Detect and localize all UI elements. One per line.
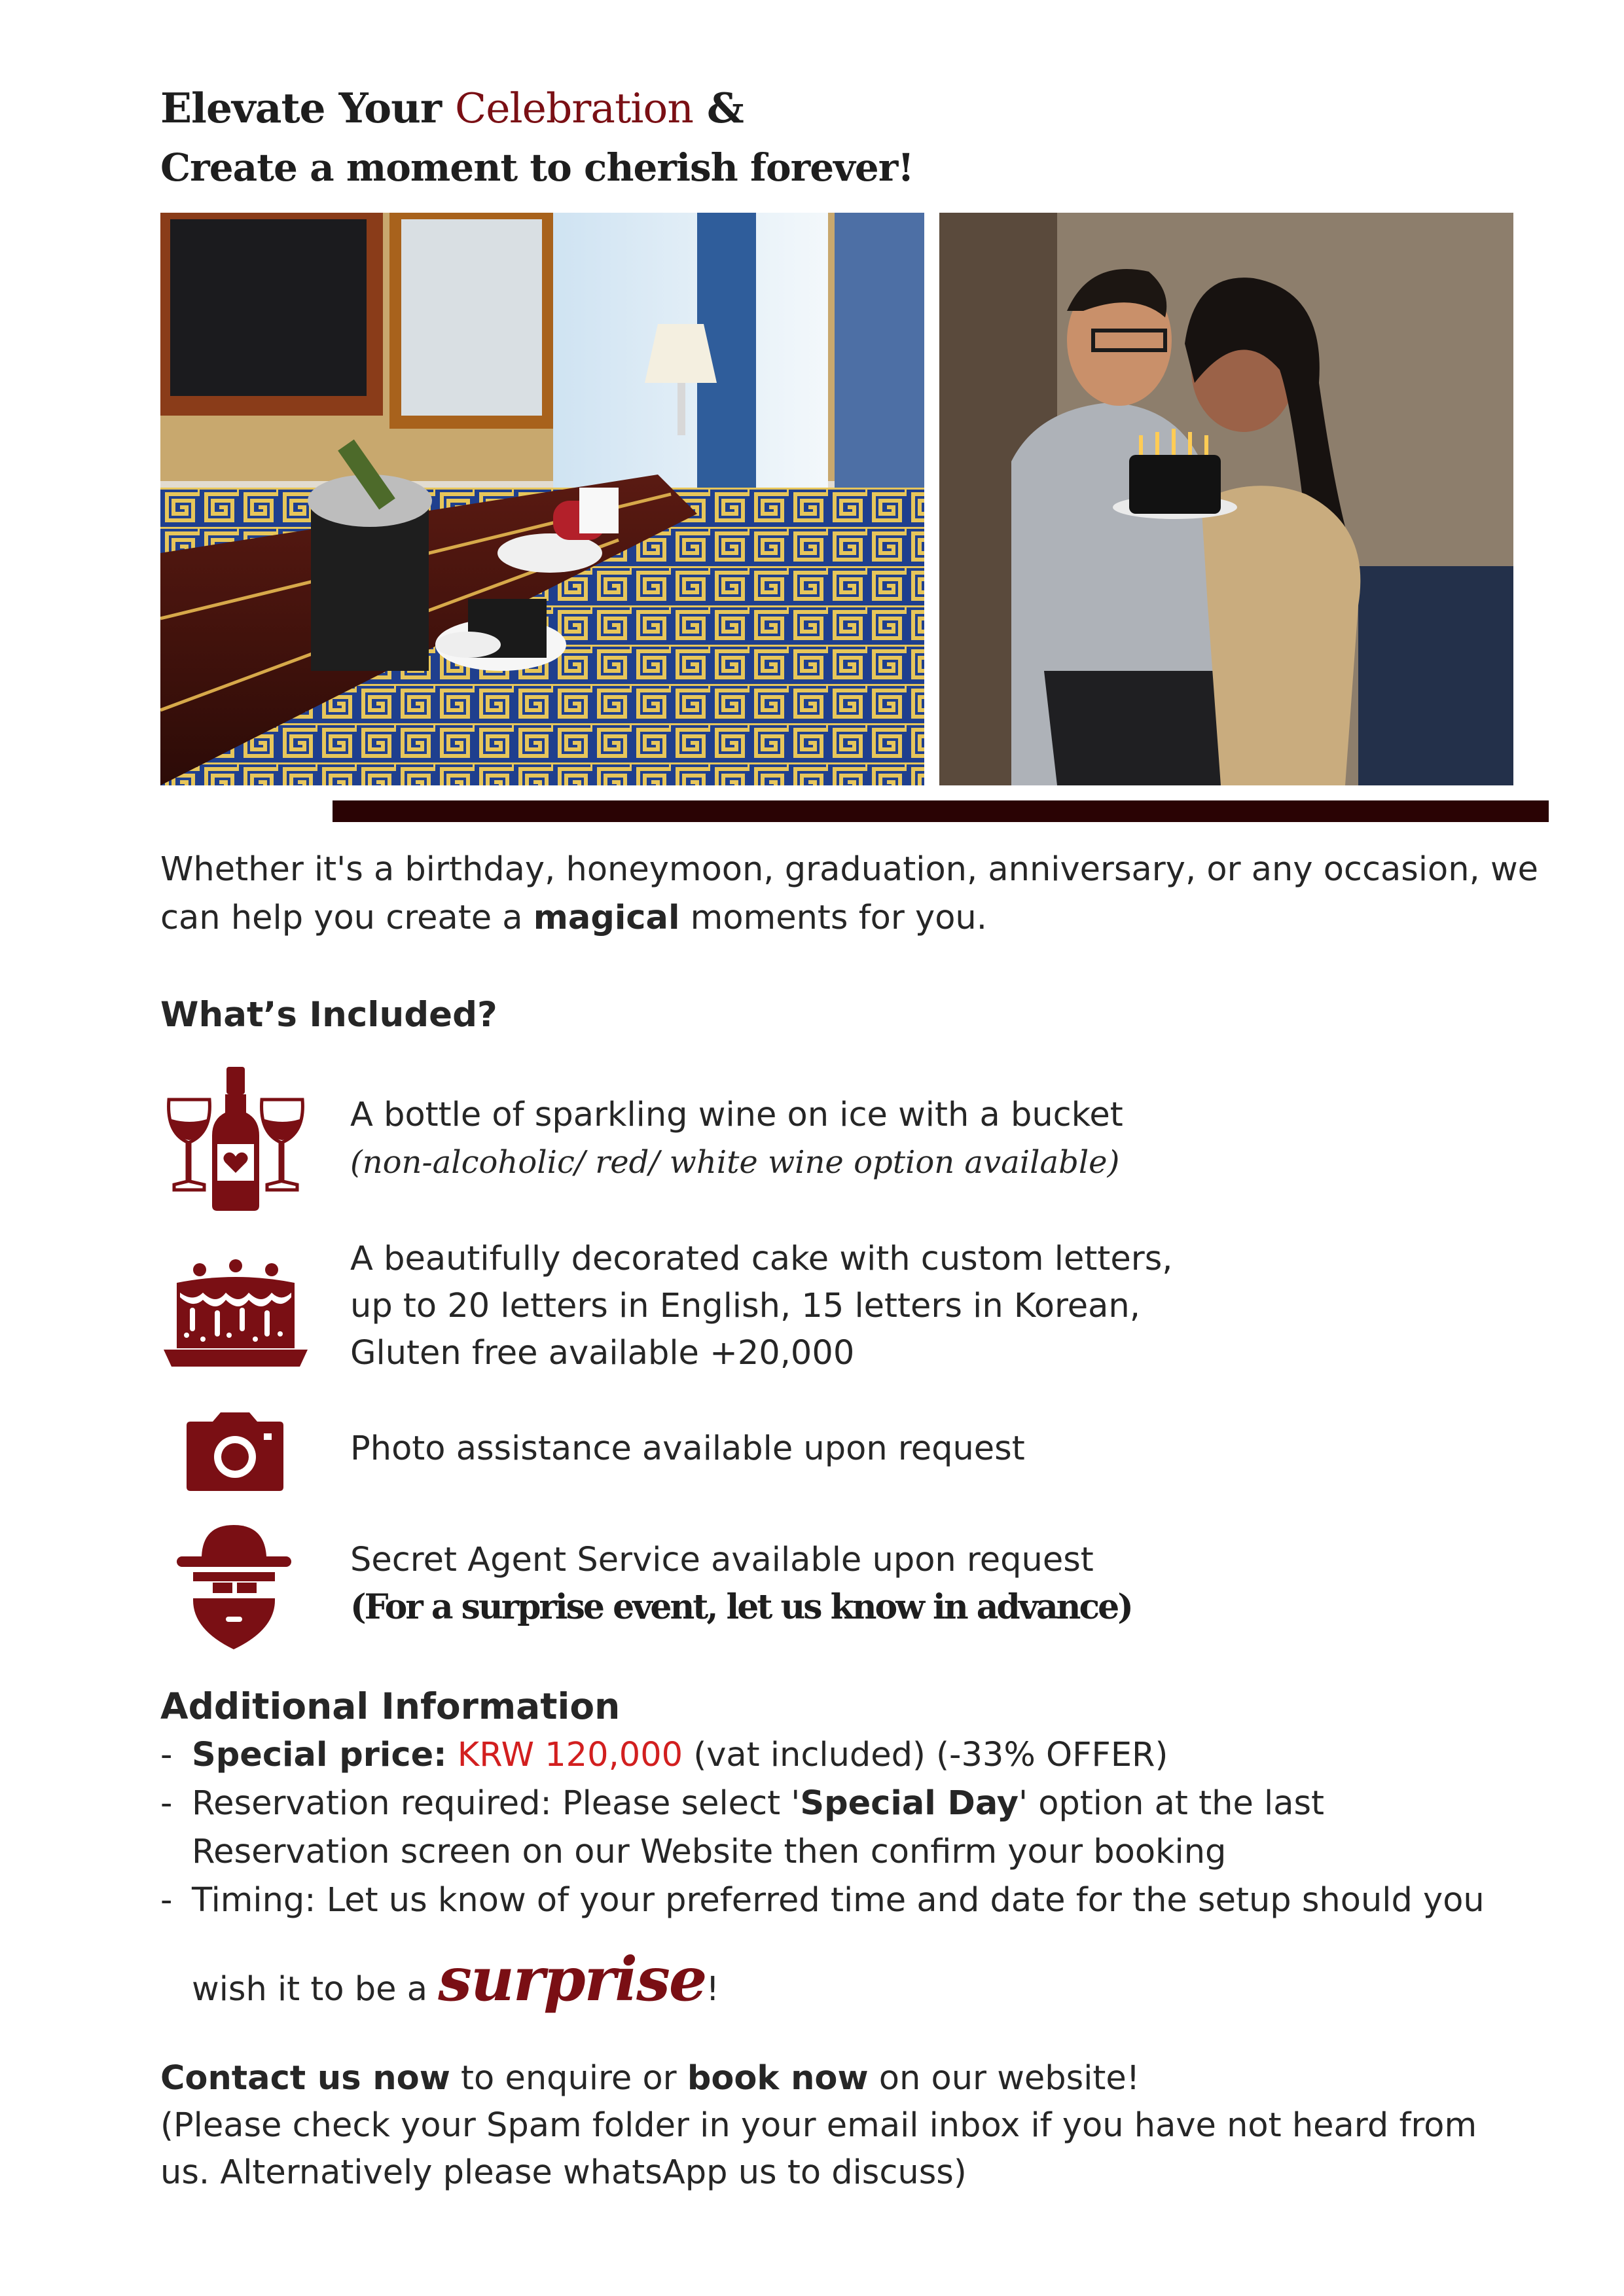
included-item-secret-agent: Secret Agent Service available upon request (For a surprise event, let us know in advance) bbox=[350, 1541, 1132, 1627]
included-item-cake: A beautifully decorated cake with custom letters, up to 20 letters in English, 15 letters in Korean, Gluten free available +20,000 bbox=[350, 1240, 1173, 1372]
price-bullet: - Special price: KRW 120,000 (vat included) (-33% OFFER) bbox=[160, 1736, 1168, 1774]
book-now-link[interactable]: book now bbox=[687, 2059, 869, 2098]
room-setup-photo bbox=[160, 213, 924, 785]
timing-bullet: - Timing: Let us know of your preferred time and date for the setup should you bbox=[160, 1881, 1485, 1920]
surprise-word: surprise bbox=[438, 1944, 706, 2015]
contact-us-link[interactable]: Contact us now bbox=[160, 2059, 450, 2098]
decorative-bar bbox=[333, 800, 1549, 822]
reservation-bullet: - Reservation required: Please select 'Special Day' option at the last Reservation screen on our Website then confirm your booking bbox=[160, 1784, 1325, 1871]
included-item-wine: A bottle of sparkling wine on ice with a bucket (non-alcoholic/ red/ white wine option available) bbox=[350, 1096, 1123, 1181]
page-subtitle: Create a moment to cherish forever! bbox=[160, 145, 914, 190]
cake-icon bbox=[164, 1257, 308, 1371]
contact-paragraph: Contact us now to enquire or book now on our website! (Please check your Spam folder in your email inbox if you have not heard from us. Alternatively please whatsApp us to discuss) bbox=[160, 2059, 1477, 2192]
included-item-photo: Photo assistance available upon request bbox=[350, 1429, 1025, 1468]
intro-paragraph: Whether it's a birthday, honeymoon, graduation, anniversary, or any occasion, we can help you create a magical moments for you. bbox=[160, 850, 1539, 937]
secret-agent-icon bbox=[177, 1525, 291, 1652]
title-accent: Celebration bbox=[455, 84, 693, 132]
couple-celebration-photo bbox=[939, 213, 1513, 785]
price-value: KRW 120,000 bbox=[457, 1736, 683, 1774]
included-heading: What’s Included? bbox=[160, 995, 497, 1035]
page-title: Elevate Your Celebration & bbox=[160, 84, 744, 132]
wine-icon bbox=[164, 1067, 308, 1213]
timing-surprise-line: wish it to be a surprise! bbox=[192, 1944, 719, 2015]
additional-info-heading: Additional Information bbox=[160, 1685, 621, 1727]
additional-info-list bbox=[160, 1731, 1600, 1925]
camera-icon bbox=[187, 1412, 283, 1494]
